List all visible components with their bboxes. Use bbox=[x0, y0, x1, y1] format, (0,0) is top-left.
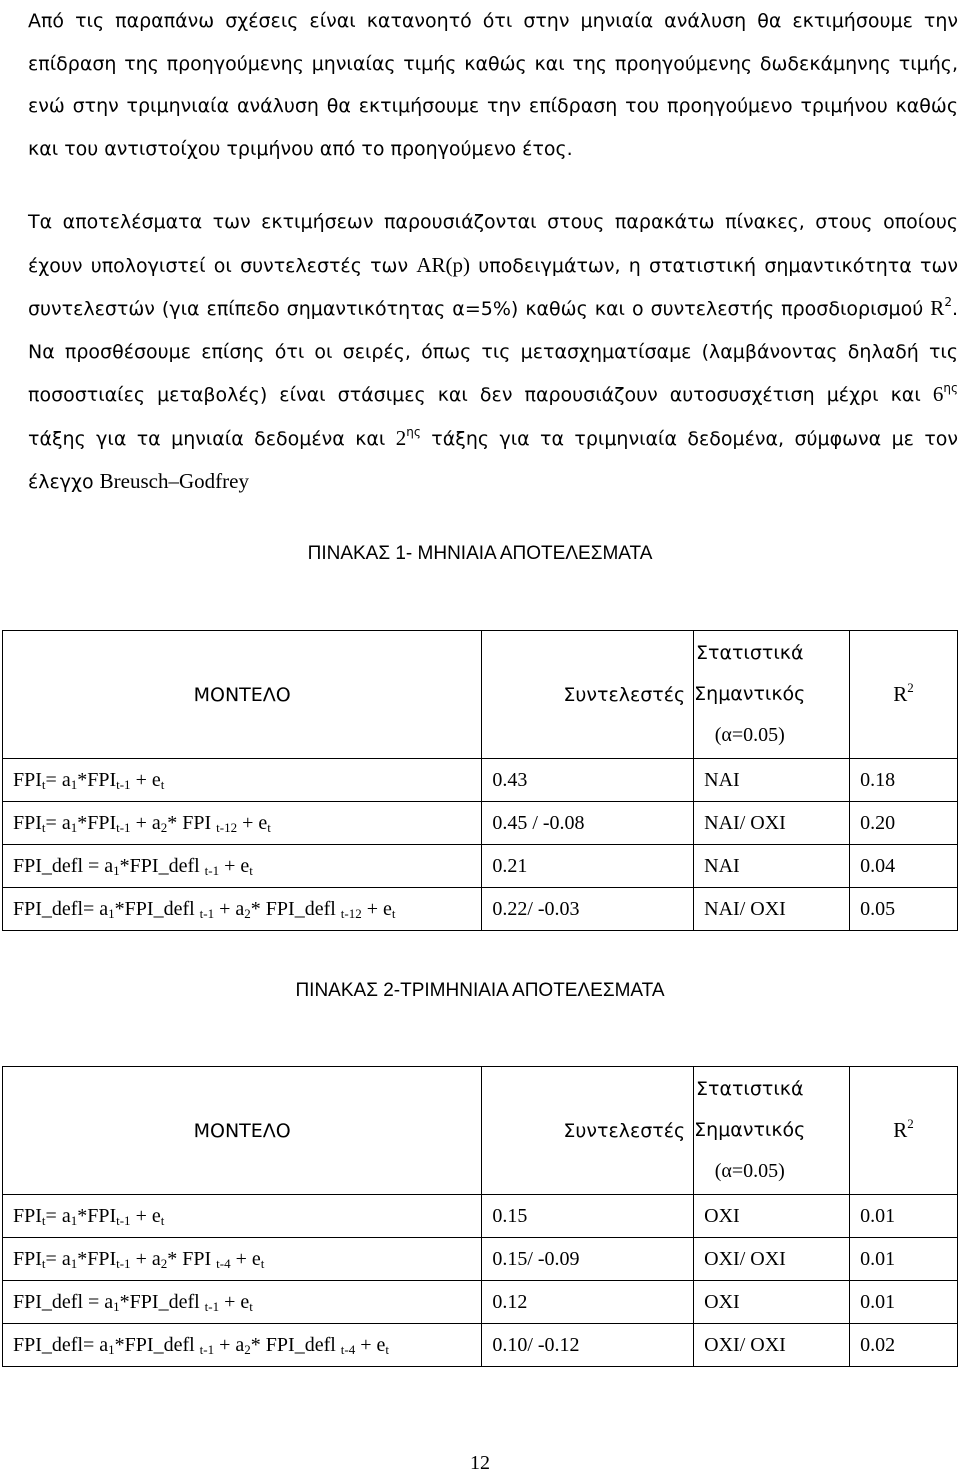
formula-term: a bbox=[61, 1247, 71, 1270]
r-squared-value: 0.02 bbox=[850, 1324, 958, 1367]
formula-subscript: 2 bbox=[160, 819, 168, 835]
formula-term: e bbox=[251, 1247, 261, 1270]
coefficients-header: Συντελεστές bbox=[482, 631, 694, 759]
formula-subscript: 2 bbox=[244, 905, 251, 921]
formula-term: a bbox=[104, 854, 114, 877]
order-six-suffix: ης bbox=[943, 381, 958, 395]
formula-term: + bbox=[130, 1204, 152, 1227]
formula-term: * bbox=[250, 897, 266, 920]
formula-subscript: t-4 bbox=[340, 1341, 356, 1357]
formula-term: + bbox=[230, 1247, 252, 1270]
formula-term: * bbox=[77, 811, 88, 834]
formula-term: = bbox=[45, 811, 62, 834]
r-squared-value: 0.01 bbox=[850, 1195, 958, 1238]
formula-subscript: t bbox=[160, 776, 165, 792]
r-squared-header bbox=[850, 1067, 958, 1195]
formula-subscript: t bbox=[249, 1298, 253, 1314]
formula-term: FPI_defl bbox=[13, 897, 83, 920]
formula-subscript: t bbox=[385, 1341, 390, 1357]
formula-term: a bbox=[99, 897, 109, 920]
model-header: ΜΟΝΤΕΛΟ bbox=[3, 1067, 482, 1195]
formula-term: e bbox=[383, 897, 392, 920]
formula-term: * bbox=[114, 897, 125, 920]
formula-term: + bbox=[214, 897, 236, 920]
breusch-godfrey-text: Breusch–Godfrey bbox=[99, 469, 249, 493]
formula-term: FPI_defl bbox=[124, 1333, 195, 1356]
formula-subscript: t-1 bbox=[199, 1341, 215, 1357]
formula-term: a bbox=[235, 897, 245, 920]
r-squared-label: R bbox=[893, 682, 908, 706]
formula-subscript: t bbox=[249, 862, 253, 878]
formula-term: = bbox=[83, 854, 105, 877]
formula-term: a bbox=[104, 1290, 114, 1313]
table-row bbox=[3, 1238, 958, 1281]
coefficient-value: 0.43 bbox=[482, 759, 694, 802]
formula-subscript: t-1 bbox=[199, 905, 215, 921]
table-row bbox=[3, 1324, 958, 1367]
formula-term: a bbox=[235, 1333, 245, 1356]
formula-term: a bbox=[151, 1247, 161, 1270]
significance-value: ΝΑΙ/ ΟΧΙ bbox=[694, 888, 850, 931]
formula-term: + bbox=[219, 854, 241, 877]
text-fragment: υποδειγμάτων, η στατιστική σημαντικότητα των συντελεστών (για επίπεδο σημαντικότητας α=5%) καθώς και ο συντελεστής προσδιορισμού bbox=[28, 254, 958, 320]
paragraph-intro: Από τις παραπάνω σχέσεις είναι κατανοητό ότι στην μηνιαία ανάλυση θα εκτιμήσουμε την επίδραση της προηγούμενης μηνιαίας τιμής καθώς και της προηγούμενης δωδεκάμηνης τιμής, ενώ στην τριμηνιαία ανάλυση θα εκτιμήσουμε την επίδραση του προηγούμενο τριμήνου καθώς και του αντιστοίχου τριμήνου από το προηγούμενο έτος. bbox=[28, 10, 958, 160]
ar-model-text: AR(p) bbox=[416, 252, 470, 277]
r-squared-header bbox=[850, 631, 958, 759]
formula-subscript: 1 bbox=[70, 1255, 78, 1271]
significance-value: ΝΑΙ/ ΟΧΙ bbox=[694, 802, 850, 845]
formula-subscript: 1 bbox=[70, 1212, 78, 1228]
significance-value: ΝΑΙ bbox=[694, 759, 850, 802]
table-row bbox=[3, 1195, 958, 1238]
formula-term: FPI_defl bbox=[124, 897, 195, 920]
r-squared-value: 0.18 bbox=[850, 759, 958, 802]
formula-term: + bbox=[361, 897, 384, 920]
formula-term: + bbox=[130, 811, 152, 834]
monthly-results-table bbox=[2, 630, 958, 931]
formula-term: e bbox=[240, 854, 250, 877]
formula-subscript: t-1 bbox=[116, 776, 131, 792]
formula-term: FPI_defl bbox=[129, 854, 200, 877]
formula-subscript: t bbox=[41, 1255, 46, 1271]
model-formula bbox=[3, 888, 482, 931]
formula-term: a bbox=[61, 811, 71, 834]
formula-term: = bbox=[45, 1247, 62, 1270]
formula-term: = bbox=[45, 768, 62, 791]
table-header-row bbox=[3, 631, 958, 759]
formula-term: FPI bbox=[87, 768, 117, 791]
order-two: 2 bbox=[395, 425, 407, 450]
formula-subscript: 1 bbox=[113, 862, 120, 878]
significance-header-line2: Σημαντικός bbox=[694, 1119, 806, 1141]
coefficient-value: 0.15 bbox=[482, 1195, 694, 1238]
formula-term: FPI bbox=[13, 1204, 42, 1227]
model-formula bbox=[3, 1195, 482, 1238]
formula-subscript: 2 bbox=[244, 1341, 251, 1357]
table-header-row bbox=[3, 1067, 958, 1195]
coefficient-value: 0.22/ -0.03 bbox=[482, 888, 694, 931]
table-row bbox=[3, 845, 958, 888]
formula-subscript: t-4 bbox=[216, 1255, 231, 1271]
significance-header-line2: Σημαντικός bbox=[694, 683, 806, 705]
r-squared-text: R bbox=[930, 296, 945, 320]
formula-term: FPI bbox=[87, 1204, 117, 1227]
formula-term: FPI bbox=[13, 1247, 42, 1270]
model-header: ΜΟΝΤΕΛΟ bbox=[3, 631, 482, 759]
formula-term: + bbox=[355, 1333, 377, 1356]
formula-term: FPI bbox=[182, 811, 212, 834]
formula-term: FPI_defl bbox=[265, 1333, 336, 1356]
formula-term: + bbox=[219, 1290, 241, 1313]
formula-term: + bbox=[237, 811, 259, 834]
formula-subscript: t bbox=[41, 1212, 46, 1228]
formula-term: = bbox=[45, 1204, 62, 1227]
r-squared-label: R bbox=[893, 1118, 908, 1142]
model-formula bbox=[3, 1324, 482, 1367]
formula-subscript: t bbox=[267, 819, 271, 835]
formula-term: * bbox=[114, 1333, 125, 1356]
formula-term: FPI_defl bbox=[13, 1290, 83, 1313]
model-formula bbox=[3, 802, 482, 845]
formula-term: * bbox=[167, 811, 183, 834]
formula-term: * bbox=[77, 1247, 88, 1270]
formula-term: FPI_defl bbox=[129, 1290, 200, 1313]
coefficient-value: 0.15/ -0.09 bbox=[482, 1238, 694, 1281]
formula-term: = bbox=[83, 1333, 100, 1356]
significance-value: ΟΧΙ/ ΟΧΙ bbox=[694, 1324, 850, 1367]
significance-value: ΟΧΙ/ ΟΧΙ bbox=[694, 1238, 850, 1281]
formula-term: e bbox=[151, 1204, 161, 1227]
quarterly-results-table bbox=[2, 1066, 958, 1367]
table1-title: ΠΙΝΑΚΑΣ 1- ΜΗΝΙΑΙΑ ΑΠΟΤΕΛΕΣΜΑΤΑ bbox=[307, 543, 653, 564]
formula-term: a bbox=[99, 1333, 109, 1356]
significance-header bbox=[694, 631, 850, 759]
significance-header bbox=[694, 1067, 850, 1195]
r-squared-value: 0.20 bbox=[850, 802, 958, 845]
formula-term: a bbox=[61, 768, 71, 791]
formula-subscript: t-1 bbox=[116, 1212, 131, 1228]
significance-header-line1: Στατιστικά bbox=[696, 1078, 804, 1100]
formula-term: * bbox=[167, 1247, 183, 1270]
formula-term: e bbox=[151, 768, 161, 791]
formula-term: + bbox=[130, 768, 152, 791]
table-row bbox=[3, 888, 958, 931]
paragraph-results-description bbox=[28, 201, 958, 504]
formula-term: e bbox=[240, 1290, 250, 1313]
significance-value: ΝΑΙ bbox=[694, 845, 850, 888]
formula-subscript: 1 bbox=[70, 776, 78, 792]
formula-subscript: 1 bbox=[113, 1298, 120, 1314]
model-formula bbox=[3, 1238, 482, 1281]
formula-term: * bbox=[119, 854, 130, 877]
formula-term: * bbox=[250, 1333, 266, 1356]
model-formula bbox=[3, 845, 482, 888]
text-fragment: τάξης για τα μηνιαία δεδομένα και bbox=[28, 427, 396, 450]
formula-subscript: 1 bbox=[70, 819, 78, 835]
text-fragment: Τα αποτελέσματα των εκτιμήσεων παρουσιάζονται στους παρακάτω πίνακες, στους οποίους έχουν υπολογιστεί οι συντελεστές των bbox=[28, 211, 958, 277]
table-row bbox=[3, 1281, 958, 1324]
order-six: 6 bbox=[932, 382, 944, 406]
formula-subscript: 2 bbox=[160, 1255, 168, 1271]
formula-term: * bbox=[119, 1290, 130, 1313]
formula-term: FPI_defl bbox=[265, 897, 336, 920]
formula-term: FPI bbox=[182, 1247, 212, 1270]
significance-value: ΟΧΙ bbox=[694, 1195, 850, 1238]
r-squared-label-exponent: 2 bbox=[907, 680, 914, 695]
r-squared-value: 0.05 bbox=[850, 888, 958, 931]
coefficient-value: 0.12 bbox=[482, 1281, 694, 1324]
table-row bbox=[3, 759, 958, 802]
r-squared-exponent: 2 bbox=[944, 295, 952, 309]
formula-term: e bbox=[376, 1333, 386, 1356]
r-squared-value: 0.01 bbox=[850, 1238, 958, 1281]
formula-subscript: 1 bbox=[108, 1341, 115, 1357]
formula-term: = bbox=[83, 1290, 105, 1313]
text-fragment: τάξης για τα τριμηνιαία δεδομένα, σύμφωνα με τον έλεγχο bbox=[28, 427, 959, 493]
formula-subscript: t bbox=[41, 776, 46, 792]
r-squared-label-exponent: 2 bbox=[907, 1116, 914, 1131]
r-squared-value: 0.04 bbox=[850, 845, 958, 888]
formula-subscript: t bbox=[260, 1255, 265, 1271]
formula-subscript: 1 bbox=[108, 905, 115, 921]
significance-value: ΟΧΙ bbox=[694, 1281, 850, 1324]
formula-subscript: t bbox=[160, 1212, 165, 1228]
formula-term: FPI bbox=[87, 811, 117, 834]
significance-header-line3: (α=0.05) bbox=[714, 1160, 785, 1182]
coefficient-value: 0.21 bbox=[482, 845, 694, 888]
formula-term: FPI bbox=[13, 768, 42, 791]
formula-term: = bbox=[83, 897, 100, 920]
formula-term: FPI_defl bbox=[13, 1333, 83, 1356]
formula-term: a bbox=[151, 811, 161, 834]
table2-title: ΠΙΝΑΚΑΣ 2-ΤΡΙΜΗΝΙΑΙΑ ΑΠΟΤΕΛΕΣΜΑΤΑ bbox=[295, 980, 665, 1001]
formula-term: * bbox=[77, 1204, 88, 1227]
model-formula bbox=[3, 759, 482, 802]
table-row bbox=[3, 802, 958, 845]
r-squared-value: 0.01 bbox=[850, 1281, 958, 1324]
formula-term: e bbox=[258, 811, 268, 834]
formula-term: * bbox=[77, 768, 88, 791]
formula-subscript: t-12 bbox=[216, 819, 238, 835]
text-fragment: . Να προσθέσουμε επίσης ότι οι σειρές, όπως τις μετασχηματίσαμε (λαμβάνοντας δηλαδή τις ποσοστιαίες μεταβολές) είναι στάσιμες και δεν παρουσιάζουν αυτοσυσχέτιση μέχρι και bbox=[28, 298, 958, 406]
formula-subscript: t-1 bbox=[204, 862, 220, 878]
formula-term: FPI bbox=[87, 1247, 117, 1270]
formula-term: + bbox=[130, 1247, 152, 1270]
formula-term: a bbox=[61, 1204, 71, 1227]
formula-subscript: t-12 bbox=[340, 905, 362, 921]
page-number: 12 bbox=[470, 1452, 490, 1474]
formula-term: + bbox=[214, 1333, 236, 1356]
coefficients-header: Συντελεστές bbox=[482, 1067, 694, 1195]
formula-term: FPI bbox=[13, 811, 42, 834]
significance-header-line3: (α=0.05) bbox=[714, 724, 785, 746]
significance-header-line1: Στατιστικά bbox=[696, 642, 804, 664]
model-formula bbox=[3, 1281, 482, 1324]
formula-subscript: t-1 bbox=[204, 1298, 220, 1314]
coefficient-value: 0.45 / -0.08 bbox=[482, 802, 694, 845]
order-two-suffix: ης bbox=[406, 424, 421, 439]
formula-subscript: t bbox=[391, 905, 396, 921]
formula-term: FPI_defl bbox=[13, 854, 83, 877]
formula-subscript: t-1 bbox=[116, 1255, 131, 1271]
formula-subscript: t-1 bbox=[116, 819, 131, 835]
coefficient-value: 0.10/ -0.12 bbox=[482, 1324, 694, 1367]
formula-subscript: t bbox=[41, 819, 46, 835]
